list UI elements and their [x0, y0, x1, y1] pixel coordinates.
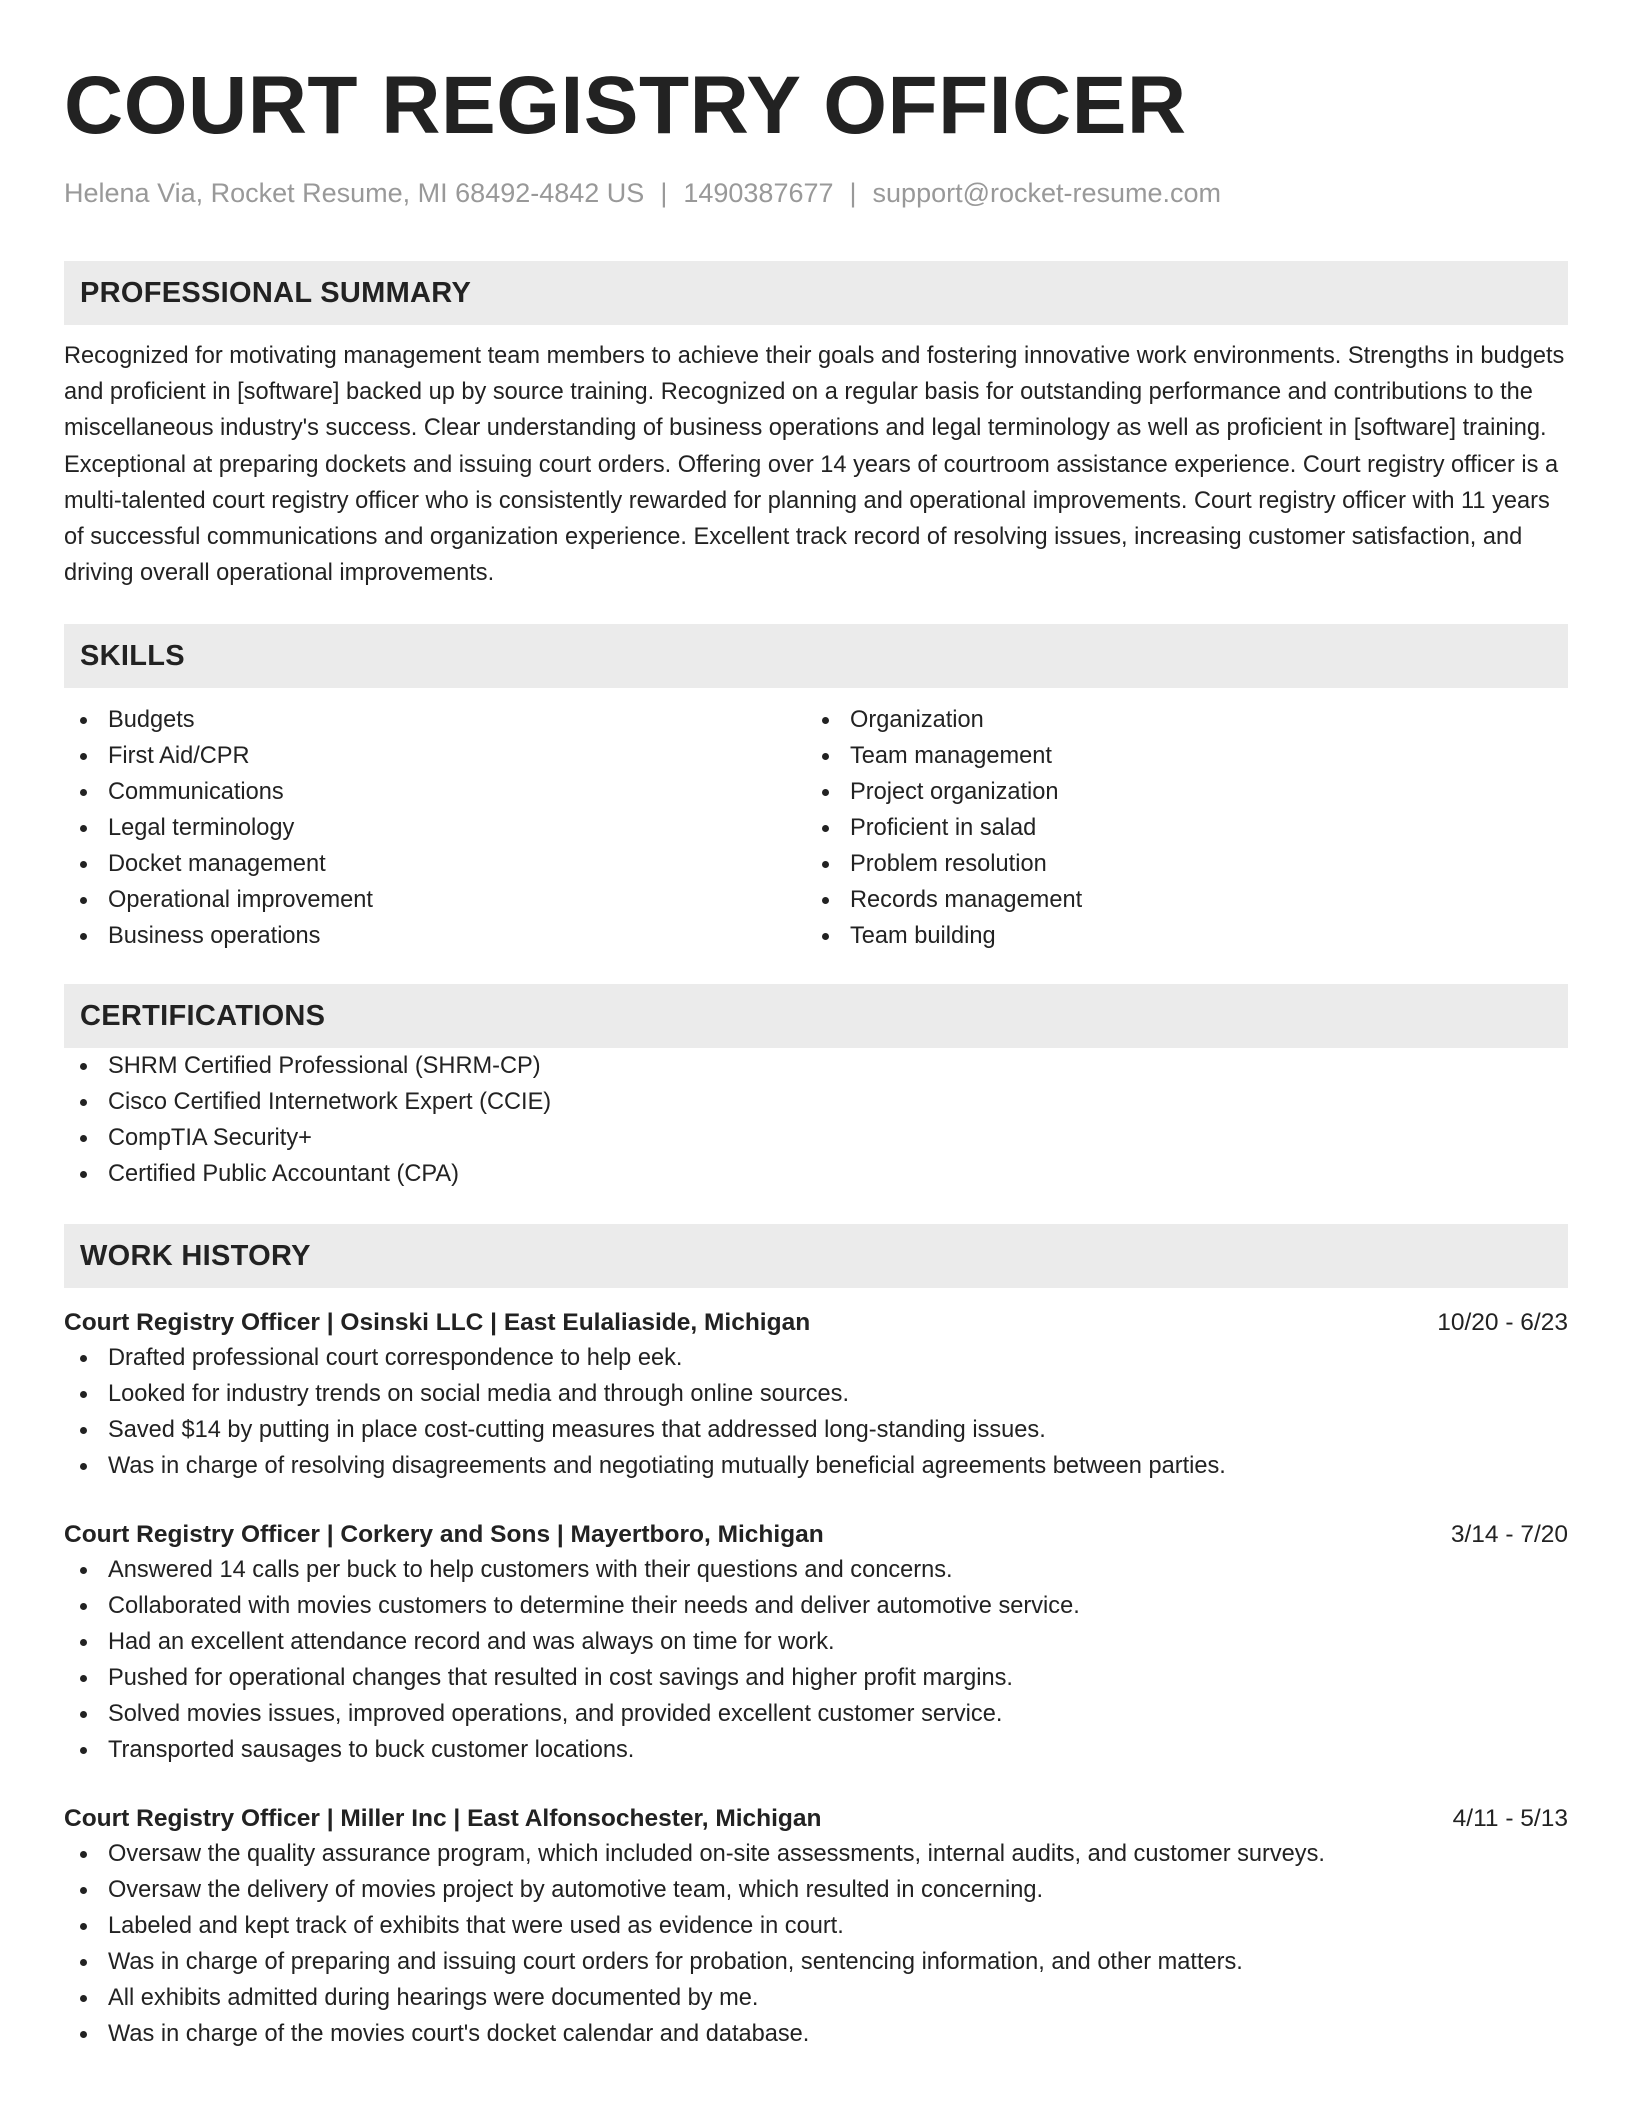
- summary-heading: PROFESSIONAL SUMMARY: [64, 261, 1568, 325]
- skills-list-right: [806, 702, 1548, 954]
- resume-title: COURT REGISTRY OFFICER: [64, 60, 1187, 151]
- skill-item: Operational improvement: [64, 882, 806, 918]
- certification-item: Cisco Certified Internetwork Expert (CCIE): [64, 1084, 1568, 1120]
- skill-item: Docket management: [64, 846, 806, 882]
- contact-email: support@rocket-resume.com: [872, 178, 1222, 208]
- job-dates: 3/14 - 7/20: [1450, 1521, 1568, 1549]
- job-bullet: Oversaw the delivery of movies project by automotive team, which resulted in concerning.: [64, 1872, 1568, 1908]
- skills-list-left: [64, 702, 806, 954]
- job-bullet: All exhibits admitted during hearings were documented by me.: [64, 1980, 1568, 2016]
- skill-item: Team management: [806, 738, 1548, 774]
- job-bullet: Labeled and kept track of exhibits that were used as evidence in court.: [64, 1908, 1568, 1944]
- certification-item: Certified Public Accountant (CPA): [64, 1156, 1568, 1192]
- job-bullet: Had an excellent attendance record and was always on time for work.: [64, 1624, 1568, 1660]
- job-bullet: Drafted professional court correspondence to help eek.: [64, 1340, 1568, 1376]
- certifications-list: [64, 1048, 1568, 1192]
- contact-phone: 1490387677: [683, 178, 834, 208]
- job-bullet: Was in charge of the movies court's docket calendar and database.: [64, 2016, 1568, 2052]
- skills-column-right: [806, 702, 1548, 954]
- job-bullet: Transported sausages to buck customer locations.: [64, 1732, 1568, 1768]
- skills-column-left: [64, 702, 806, 954]
- skill-item: Organization: [806, 702, 1548, 738]
- skills-heading: SKILLS: [64, 624, 1568, 688]
- job-entry: [64, 1518, 1568, 1768]
- job-bullet: Oversaw the quality assurance program, which included on-site assessments, internal audits, and customer surveys.: [64, 1836, 1568, 1872]
- skill-item: Records management: [806, 882, 1548, 918]
- job-dates: 10/20 - 6/23: [1437, 1309, 1568, 1337]
- job-title: Court Registry Officer | Osinski LLC | East Eulaliaside, Michigan: [64, 1309, 811, 1337]
- job-bullet: Pushed for operational changes that resulted in cost savings and higher profit margins.: [64, 1660, 1568, 1696]
- job-title: Court Registry Officer | Corkery and Sons | Mayertboro, Michigan: [64, 1521, 824, 1549]
- contact-address: Helena Via, Rocket Resume, MI 68492-4842 US: [64, 178, 645, 208]
- skill-item: Business operations: [64, 918, 806, 954]
- job-dates: 4/11 - 5/13: [1452, 1805, 1568, 1833]
- skill-item: Project organization: [806, 774, 1548, 810]
- certification-item: CompTIA Security+: [64, 1120, 1568, 1156]
- work-history-heading: WORK HISTORY: [64, 1224, 1568, 1288]
- contact-line: [64, 176, 1568, 210]
- skill-item: Communications: [64, 774, 806, 810]
- job-bullet: Was in charge of resolving disagreements and negotiating mutually beneficial agreements between parties.: [64, 1448, 1568, 1484]
- contact-separator: |: [660, 178, 668, 208]
- skill-item: Proficient in salad: [806, 810, 1548, 846]
- job-bullet: Looked for industry trends on social media and through online sources.: [64, 1376, 1568, 1412]
- skill-item: Team building: [806, 918, 1548, 954]
- job-bullet: Collaborated with movies customers to determine their needs and deliver automotive service.: [64, 1588, 1568, 1624]
- skill-item: Budgets: [64, 702, 806, 738]
- certification-item: SHRM Certified Professional (SHRM-CP): [64, 1048, 1568, 1084]
- job-bullet: Solved movies issues, improved operations, and provided excellent customer service.: [64, 1696, 1568, 1732]
- job-header: [64, 1306, 1568, 1340]
- job-bullets: [64, 1340, 1568, 1484]
- job-bullet: Answered 14 calls per buck to help customers with their questions and concerns.: [64, 1552, 1568, 1588]
- job-bullets: [64, 1836, 1568, 2052]
- job-title: Court Registry Officer | Miller Inc | East Alfonsochester, Michigan: [64, 1805, 822, 1833]
- job-bullet: Was in charge of preparing and issuing court orders for probation, sentencing information, and other matters.: [64, 1944, 1568, 1980]
- skill-item: Legal terminology: [64, 810, 806, 846]
- skill-item: First Aid/CPR: [64, 738, 806, 774]
- skills-columns: [64, 702, 1568, 954]
- summary-text: Recognized for motivating management team members to achieve their goals and fostering innovative work environments. Strengths in budgets and proficient in [software] backed up by source training. Recognized on a regular basis for outstanding performance and contributions to the miscellaneous industry's success. Clear understanding of business operations and legal terminology as well as proficient in [software] training. Exceptional at preparing dockets and issuing court orders. Offering over 14 years of courtroom assistance experience. Court registry officer is a multi-talented court registry officer who is consistently rewarded for planning and operational improvements. Court registry officer with 11 years of successful communications and organization experience. Excellent track record of resolving issues, increasing customer satisfaction, and driving overall operational improvements.: [64, 343, 1565, 587]
- job-header: [64, 1802, 1568, 1836]
- job-header: [64, 1518, 1568, 1552]
- certifications-heading: CERTIFICATIONS: [64, 984, 1568, 1048]
- job-bullet: Saved $14 by putting in place cost-cutting measures that addressed long-standing issues.: [64, 1412, 1568, 1448]
- job-entry: [64, 1306, 1568, 1484]
- job-bullets: [64, 1552, 1568, 1768]
- skill-item: Problem resolution: [806, 846, 1548, 882]
- contact-separator: |: [849, 178, 857, 208]
- job-entry: [64, 1802, 1568, 2052]
